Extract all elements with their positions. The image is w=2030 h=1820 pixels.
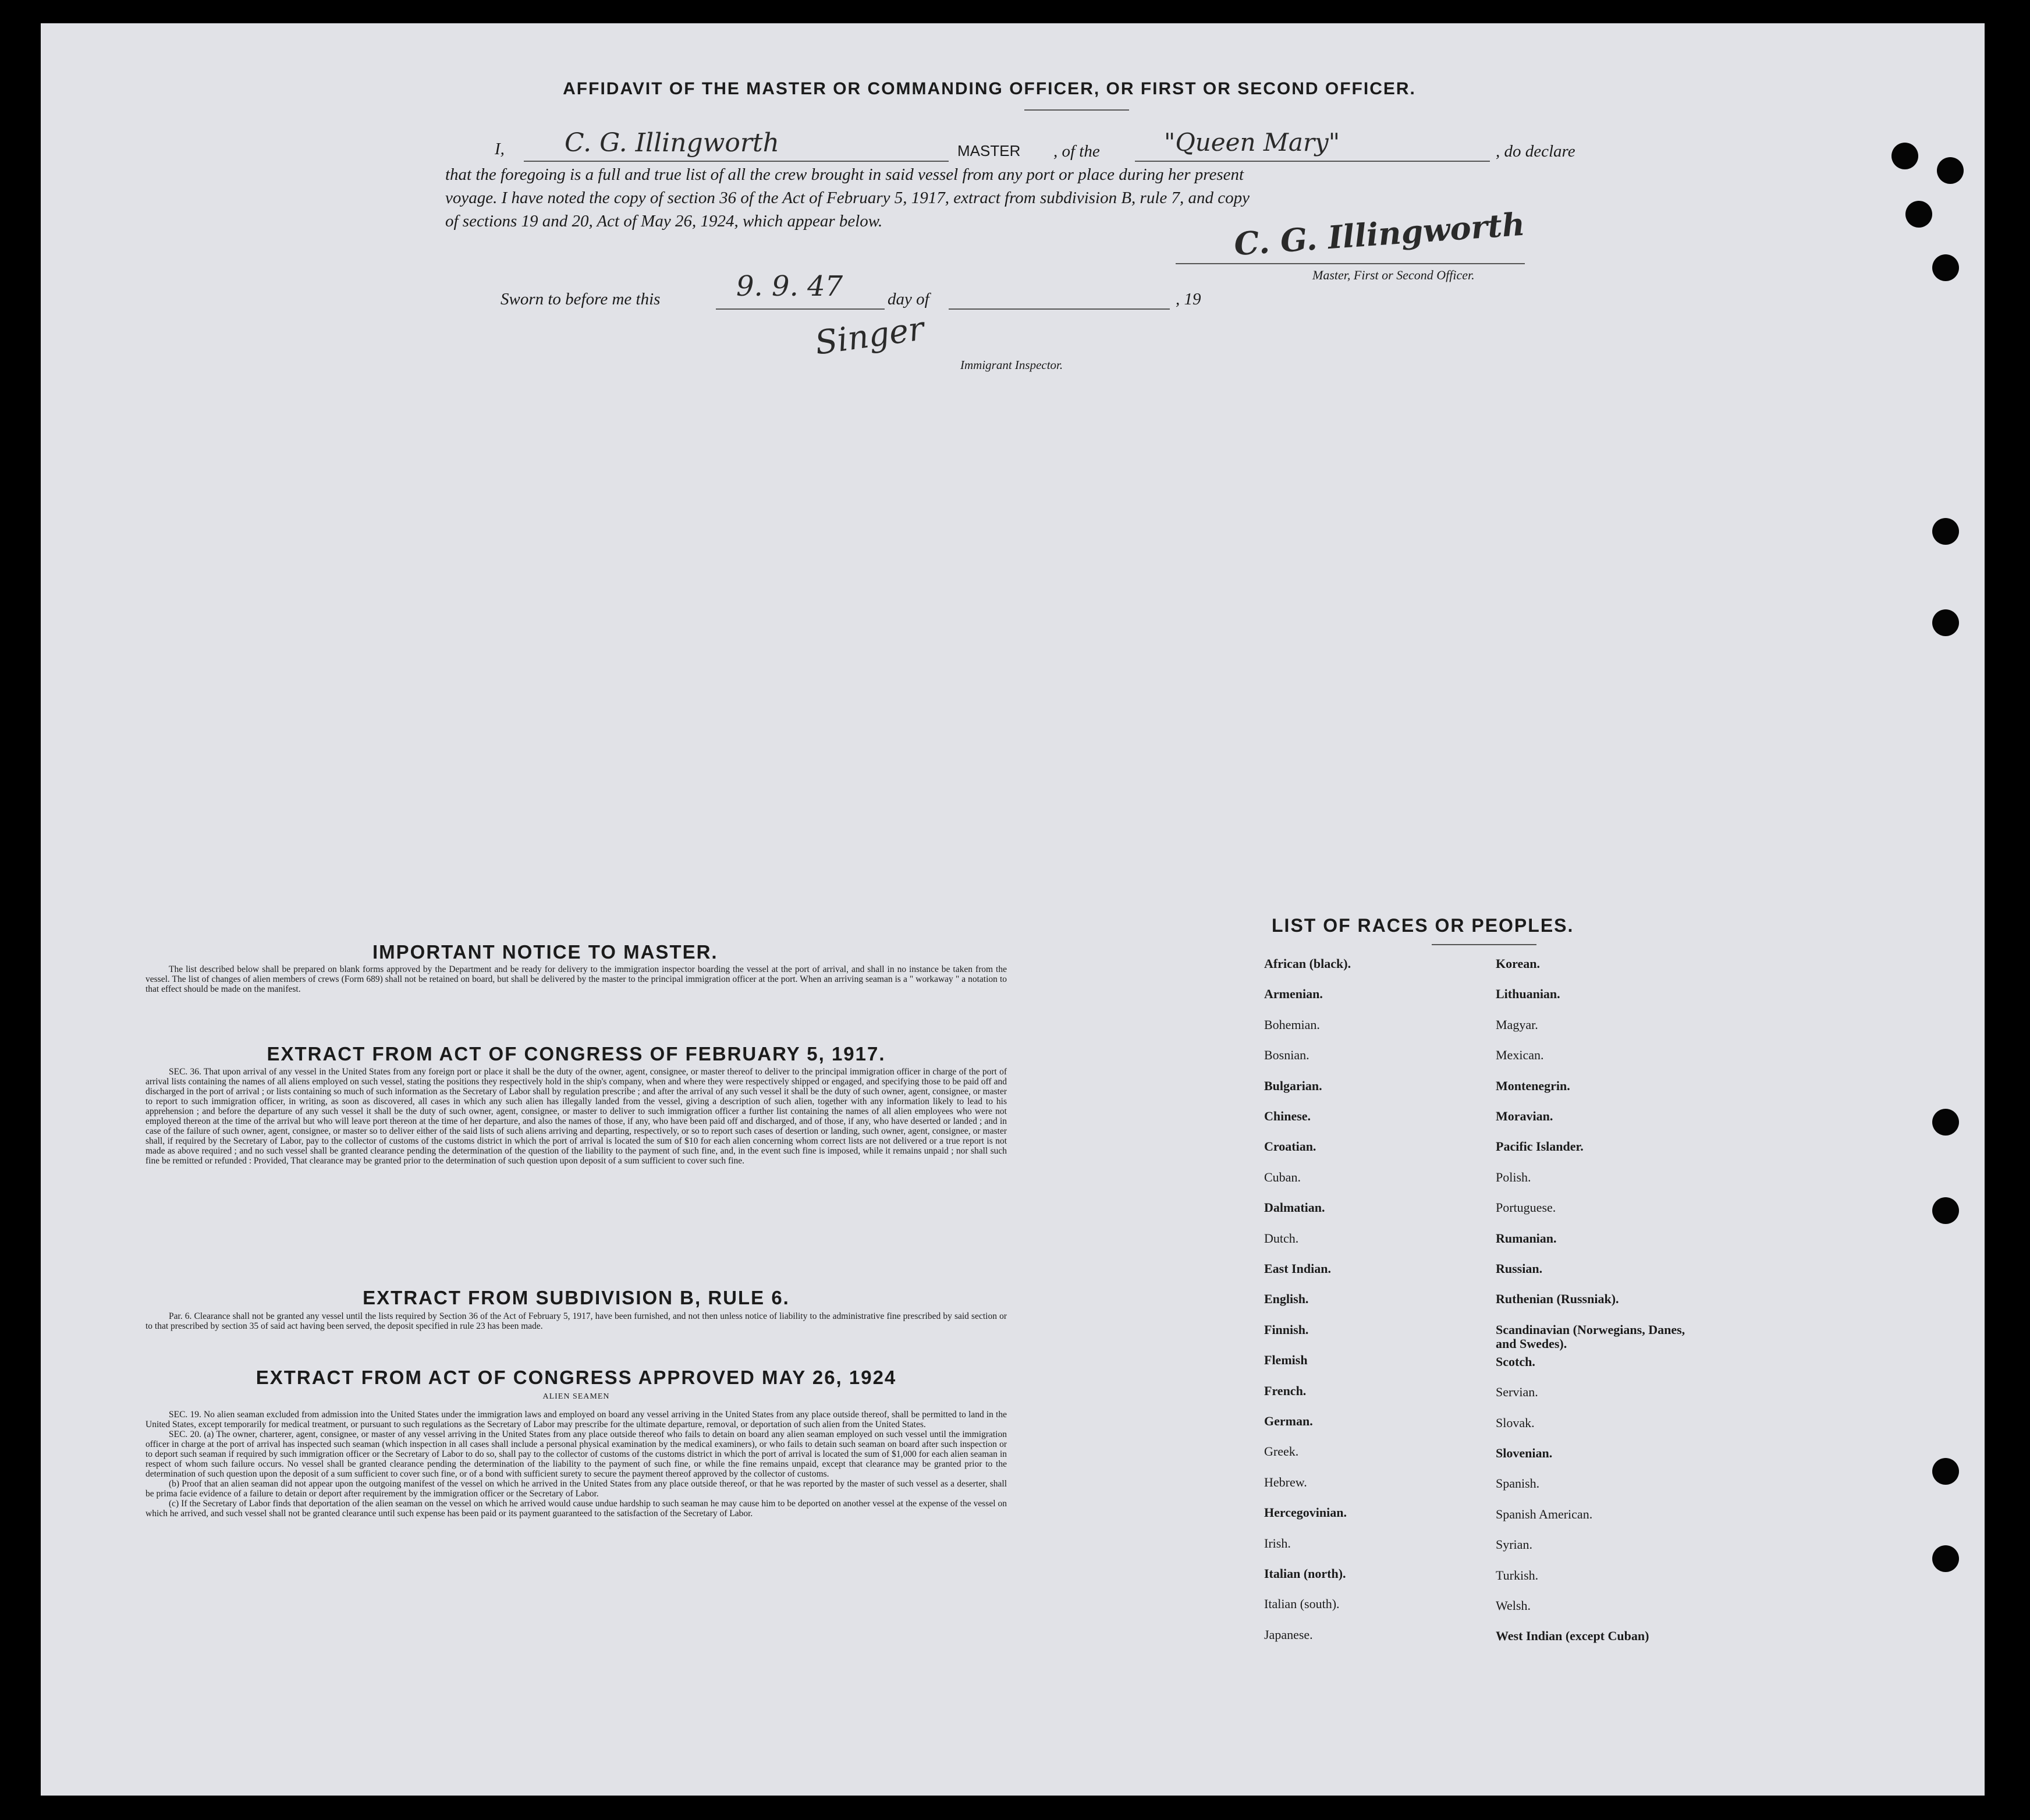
inspector-signature: Singer — [812, 310, 927, 363]
race-col1-item: Hebrew. — [1264, 1474, 1307, 1489]
affidavit-line-4: of sections 19 and 20, Act of May 26, 1924, which appear below. — [445, 212, 883, 230]
race-col2-item: Spanish American. — [1496, 1506, 1593, 1521]
race-col2-item: Scotch. — [1496, 1354, 1535, 1369]
punch-hole — [1932, 254, 1959, 281]
extract-rule6-body — [145, 1311, 1007, 1331]
notice-title: IMPORTANT NOTICE TO MASTER. — [372, 941, 718, 963]
race-col1-item: Italian (south). — [1264, 1597, 1340, 1612]
month-line — [949, 308, 1170, 310]
affidavit-title: AFFIDAVIT OF THE MASTER OR COMMANDING OFFICER, OR FIRST OR SECOND OFFICER. — [563, 79, 1416, 98]
race-col2-item: Spanish. — [1496, 1476, 1540, 1491]
race-col1-item: English. — [1264, 1292, 1309, 1307]
race-col1-item: German. — [1264, 1414, 1313, 1428]
master-name-handwritten: C. G. Illingworth — [565, 128, 779, 158]
sworn-date-handwritten: 9. 9. 47 — [736, 270, 843, 303]
race-col2-item: Slovenian. — [1496, 1446, 1553, 1460]
signature-caption: Master, First or Second Officer. — [1312, 268, 1475, 282]
punch-hole — [1891, 143, 1918, 169]
extract-1917-paragraph: SEC. 36. That upon arrival of any vessel in the United States from any foreign port or place it shall be the duty of the owner, agent, consignee, or master thereof to deliver to the principal immigration officer in charge of the port of arrival lists containing the names of all aliens employed on such vessel, stating the positions they respectively hold in the ship's company, when and where they were respectively shipped or engaged, and specifying those to be paid off and discharged in the port of arrival ; or lists containing so much of such information as the Secretary of Labor shall by regulation prescribe ; and after the arrival of any such vessel it shall be the duty of such owner, agent, consignee, or master to report to such immigration officer, in writing, as soon as discovered, all cases in which any such alien has illegally landed from the vessel, giving a description of such alien, together with any information likely to lead to his apprehension ; and before the departure of any such vessel it shall be the duty of such owner, agent, consignee, or master to deliver to such immigration officer a further list containing the names of all alien employees who were not employed thereon at the time of the arrival but who will leave port thereon at the time of her departure, and also the names of those, if any, who have been paid off and discharged, and of those, if any, who have deserted or landed ; and in case of the failure of such owner, agent, consignee, or master so to deliver either of the said lists of such aliens arriving and departing, respectively, or so to report such cases of desertion or landing, such owner, agent, consignee, or master shall, if required by the Secretary of Labor, pay to the collector of customs of the customs district in which the port of arrival is located the sum of $10 for each alien concerning whom correct lists are not delivered or a true report is not made as above required ; and no such vessel shall be granted clearance pending the determination of the question of the liability to the payment of such fine, and, in the event such fine is imposed, while it remains unpaid ; nor shall such fine be remitted or refunded : Provided, That clearance may be granted prior to the determination of such question upon deposit of a sum sufficient to cover such fine. — [145, 1067, 1007, 1166]
race-col1-item: Bulgarian. — [1264, 1078, 1322, 1093]
declare-prefix: I, — [495, 140, 505, 158]
race-col2-item: West Indian (except Cuban) — [1496, 1629, 1649, 1644]
race-col1-item: East Indian. — [1264, 1261, 1331, 1276]
notice-body — [145, 964, 1007, 994]
race-col1-item: Bosnian. — [1264, 1048, 1309, 1063]
race-col1-item: Dutch. — [1264, 1230, 1299, 1246]
race-col2-item: Lithuanian. — [1496, 987, 1560, 1002]
race-col2-item: Welsh. — [1496, 1598, 1531, 1613]
race-col2-item: Moravian. — [1496, 1109, 1553, 1123]
sec19-paragraph: SEC. 19. No alien seaman excluded from admission into the United States under the immigration laws and employed on board any vessel arriving in the United States from any place outside thereof, shall be permitted to land in the United States, except temporarily for medical treatment, or pursuant to such regulations as the Secretary of Labor may prescribe for the ultimate departure, removal, or deportation of such alien from the United States. — [145, 1410, 1007, 1429]
affidavit-line-2: that the foregoing is a full and true list of all the crew brought in said vessel from any port or place during her present — [445, 165, 1244, 184]
extract-1917-title: EXTRACT FROM ACT OF CONGRESS OF FEBRUARY 5, 1917. — [267, 1043, 886, 1065]
affidavit-line-3: voyage. I have noted the copy of section 36 of the Act of February 5, 1917, extract from subdivision B, rule 7, and copy — [445, 189, 1250, 207]
race-col2-item: Scandinavian (Norwegians, Danes, and Swedes). — [1496, 1322, 1685, 1351]
extract-rule6-paragraph: Par. 6. Clearance shall not be granted any vessel until the lists required by Section 36 of the Act of February 5, 1917, have been furnished, and not then unless notice of liability to the administrative fine prescribed by said section or to that prescribed by section 35 of said act having been served, the deposit specified in rule 23 has been made. — [145, 1311, 1007, 1331]
race-col1-item: Armenian. — [1264, 987, 1323, 1002]
race-col2-item: Magyar. — [1496, 1017, 1538, 1032]
title-rule — [1024, 109, 1129, 111]
race-col2-item: Portuguese. — [1496, 1200, 1556, 1215]
race-col2-item: Rumanian. — [1496, 1230, 1557, 1246]
master-label: MASTER — [957, 142, 1021, 159]
punch-hole — [1932, 1109, 1959, 1136]
race-col2-item: Korean. — [1496, 956, 1540, 971]
race-col1-item: Chinese. — [1264, 1109, 1311, 1123]
inspector-caption: Immigrant Inspector. — [960, 358, 1063, 372]
race-col1-item: African (black). — [1264, 956, 1351, 971]
race-col2-item: Montenegrin. — [1496, 1078, 1570, 1093]
extract-rule6-title: EXTRACT FROM SUBDIVISION B, RULE 6. — [363, 1287, 790, 1308]
punch-hole — [1932, 1197, 1959, 1224]
race-col2-item: Turkish. — [1496, 1567, 1539, 1583]
day-of-label: day of — [888, 290, 929, 308]
race-col1-item: Croatian. — [1264, 1139, 1316, 1154]
sworn-label: Sworn to before me this — [501, 290, 661, 308]
punch-hole — [1937, 157, 1964, 184]
sec20b-paragraph: (b) Proof that an alien seaman did not appear upon the outgoing manifest of the vessel on which he arrived in the United States from any place outside thereof, or that he was reported by the master of such vessel as a deserter, shall be prima facie evidence of a failure to detain or deport after requirement by the immigration officer or the Secretary of Labor. — [145, 1479, 1007, 1499]
punch-hole — [1905, 201, 1932, 228]
race-col2-item: Mexican. — [1496, 1048, 1544, 1063]
date-line — [716, 308, 885, 310]
notice-paragraph: The list described below shall be prepared on blank forms approved by the Department and be ready for delivery to the immigration inspector boarding the vessel at the port of arrival, and shall in no instance be taken from the vessel. The list of changes of alien members of crews (Form 689) shall not be retained on board, but shall be delivered by the master to the principal immigration officer at the port. When an arriving seaman is a " workaway " a notation to that effect should be made on the manifest. — [145, 964, 1007, 994]
punch-hole — [1932, 518, 1959, 545]
race-col1-item: Flemish — [1264, 1353, 1308, 1368]
race-col2-item: Slovak. — [1496, 1415, 1535, 1430]
race-col1-item: Dalmatian. — [1264, 1200, 1325, 1215]
name-line — [524, 161, 949, 162]
race-col1-item: French. — [1264, 1383, 1307, 1398]
extract-1924-subtitle: ALIEN SEAMEN — [542, 1392, 610, 1401]
race-col1-item: Hercegovinian. — [1264, 1505, 1347, 1520]
race-col2-item: Pacific Islander. — [1496, 1139, 1584, 1154]
race-col1-item: Italian (north). — [1264, 1566, 1346, 1581]
document-page — [41, 23, 1985, 1796]
races-title-rule — [1432, 944, 1536, 945]
extract-1924-body — [145, 1410, 1007, 1519]
race-col1-item: Greek. — [1264, 1444, 1299, 1459]
race-col1-item: Finnish. — [1264, 1322, 1309, 1337]
race-col1-item: Irish. — [1264, 1535, 1291, 1551]
punch-hole — [1932, 609, 1959, 636]
extract-1924-title: EXTRACT FROM ACT OF CONGRESS APPROVED MAY 26, 1924 — [255, 1367, 897, 1388]
race-col2-item: Ruthenian (Russniak). — [1496, 1292, 1619, 1307]
race-col1-item: Bohemian. — [1264, 1017, 1320, 1032]
punch-hole — [1932, 1545, 1959, 1572]
of-the-label: , of the — [1053, 142, 1100, 161]
race-col2-item: Russian. — [1496, 1261, 1543, 1276]
vessel-line — [1135, 161, 1490, 162]
year-label: , 19 — [1176, 290, 1201, 308]
signature-line — [1176, 263, 1525, 264]
race-col2-item: Polish. — [1496, 1169, 1531, 1184]
race-col1-item: Cuban. — [1264, 1169, 1301, 1184]
race-col1-item: Japanese. — [1264, 1627, 1313, 1642]
race-col2-item: Syrian. — [1496, 1537, 1532, 1552]
punch-hole — [1932, 1458, 1959, 1485]
extract-1917-body — [145, 1067, 1007, 1166]
races-title: LIST OF RACES OR PEOPLES. — [1272, 915, 1574, 936]
master-signature: C. G. Illingworth — [1233, 205, 1527, 263]
do-declare: , do declare — [1496, 142, 1575, 161]
sec20a-paragraph: SEC. 20. (a) The owner, charterer, agent, consignee, or master of any vessel arriving in the United States from any place outside thereof who fails to detain on board any alien seaman employed on such vessel until the immigration officer in charge at the port of arrival has inspected such seaman (which inspection in all cases shall include a personal physical examination by the medical examiners), or who fails to detain such seaman on board after such inspection or to deport such seaman if required by such immigration officer or the Secretary of Labor to do so, shall pay to the collector of customs of the customs district in which the port of arrival is located the sum of $1,000 for each alien seaman in respect of whom such failure occurs. No vessel shall be granted clearance pending the determination of the liability to the payment of such fine, or while the fine remains unpaid, except that clearance may be granted prior to the determination of such question upon the deposit of a sum sufficient to cover such fine, or of a bond with sufficient surety to secure the payment thereof approved by the collector of customs. — [145, 1429, 1007, 1479]
vessel-name-handwritten: "Queen Mary" — [1164, 128, 1340, 157]
sec20c-paragraph: (c) If the Secretary of Labor finds that deportation of the alien seaman on the vessel on which he arrived would cause undue hardship to such seaman he may cause him to be deported on another vessel at the expense of the vessel on which he arrived, and such vessel shall not be granted clearance until such expense has been paid or its payment guaranteed to the satisfaction of the Secretary of Labor. — [145, 1499, 1007, 1519]
race-col2-item: Servian. — [1496, 1385, 1538, 1400]
